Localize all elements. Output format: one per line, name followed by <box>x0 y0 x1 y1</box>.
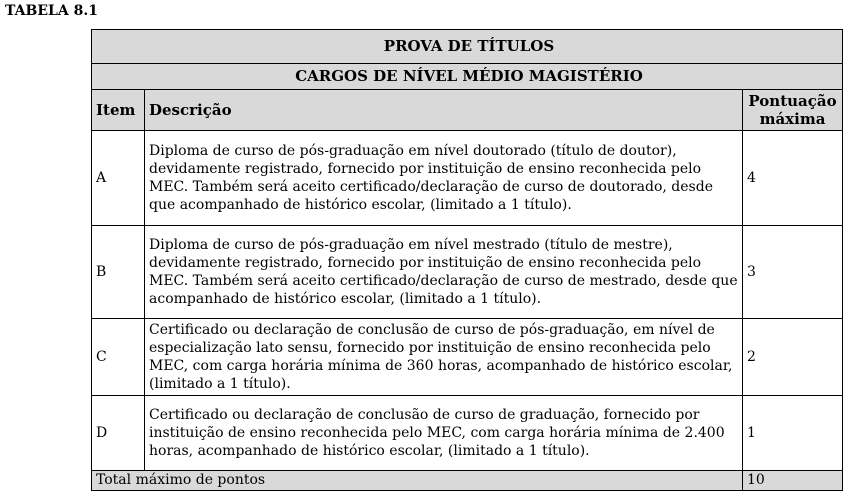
row-item: A <box>92 131 145 226</box>
row-description: Certificado ou declaração de conclusão de curso de pós-graduação, em nível de especialização lato sensu, fornecido por instituição de ensino reconhecida pelo MEC, com carga horária mínima de 360 horas, acompanhado de histórico escolar, (limitado a 1 título). <box>145 319 743 396</box>
row-item: B <box>92 226 145 319</box>
titles-table <box>91 29 843 491</box>
row-score: 2 <box>743 319 843 396</box>
row-description: Certificado ou declaração de conclusão de curso de graduação, fornecido por instituição de ensino reconhecida pelo MEC, com carga horária mínima de 2.400 horas, acompanhado de histórico escolar, (limitado a 1 título). <box>145 396 743 471</box>
table-subtitle: CARGOS DE NÍVEL MÉDIO MAGISTÉRIO <box>92 64 843 90</box>
row-description: Diploma de curso de pós-graduação em nível mestrado (título de mestre), devidamente registrado, fornecido por instituição de ensino reconhecida pelo MEC. Também será aceito certificado/declaração de curso de mestrado, desde que acompanhado de histórico escolar, (limitado a 1 título). <box>145 226 743 319</box>
total-row <box>92 471 843 491</box>
table-row <box>92 319 843 396</box>
row-item: D <box>92 396 145 471</box>
table-subtitle-row <box>92 64 843 90</box>
row-description: Diploma de curso de pós-graduação em nível doutorado (título de doutor), devidamente registrado, fornecido por instituição de ensino reconhecida pelo MEC. Também será aceito certificado/declaração de curso de doutorado, desde que acompanhado de histórico escolar, (limitado a 1 título). <box>145 131 743 226</box>
row-item: C <box>92 319 145 396</box>
table-title-row <box>92 30 843 64</box>
table-title: PROVA DE TÍTULOS <box>92 30 843 64</box>
column-header-description: Descrição <box>145 90 743 131</box>
total-value: 10 <box>743 471 843 491</box>
row-score: 4 <box>743 131 843 226</box>
total-label: Total máximo de pontos <box>92 471 743 491</box>
row-score: 1 <box>743 396 843 471</box>
table-row <box>92 396 843 471</box>
column-header-score: Pontuação máxima <box>743 90 843 131</box>
row-score: 3 <box>743 226 843 319</box>
table-row <box>92 131 843 226</box>
table-label: TABELA 8.1 <box>5 3 98 19</box>
column-header-row <box>92 90 843 131</box>
table-row <box>92 226 843 319</box>
column-header-item: Item <box>92 90 145 131</box>
